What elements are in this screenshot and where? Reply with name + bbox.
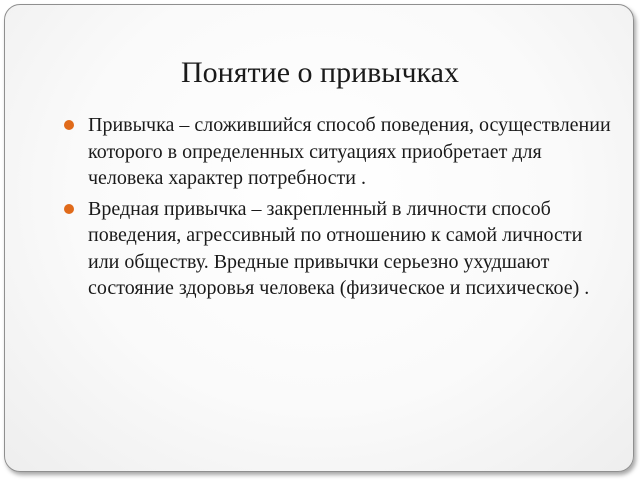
- bullet-dot-icon: [64, 120, 74, 130]
- slide-title: Понятие о привычках: [181, 56, 459, 89]
- bullet-text-2: Вредная привычка – закрепленный в личности способ поведения, агрессивный по отношению к самой личности или обществу. Вредные привычки серьезно ухудшают состояние здоровья человека (физическое и психическое) .: [88, 197, 590, 299]
- bullet-dot-icon: [64, 204, 74, 214]
- bullet-item-1: [64, 112, 614, 192]
- bullet-list: [64, 112, 614, 306]
- bullet-text-1: Привычка – сложившийся способ поведения, осуществлении которого в определенных ситуациях приобретает для человека характер потребности .: [88, 114, 611, 189]
- bullet-item-2: [64, 196, 614, 302]
